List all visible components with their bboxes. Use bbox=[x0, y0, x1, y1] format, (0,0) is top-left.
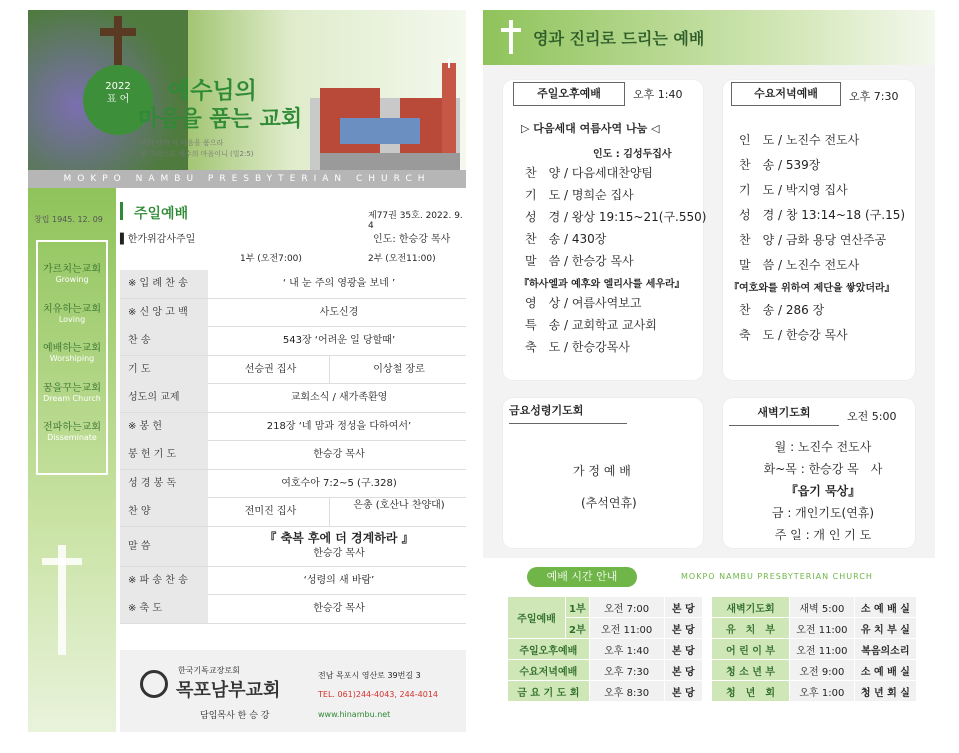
order-row: 찬 양 전미진 집사 은총 (호산나 찬양대) bbox=[120, 498, 466, 527]
schedule-guide-pill: 예배 시간 안내 bbox=[527, 567, 637, 587]
worship-title: 영과 진리로 드리는 예배 bbox=[533, 29, 705, 48]
phone: TEL. 061)244-4043, 244-4014 bbox=[318, 690, 438, 699]
wednesday-sermon: 『여호와를 위하여 제단을 쌓았더라』 bbox=[729, 283, 895, 294]
order-row: 성도의 교제 교회소식 / 새가족환영 bbox=[120, 384, 466, 413]
sidebar-item-worshiping: 예배하는교회 Worshiping bbox=[43, 343, 101, 363]
sermon-title: 『 축복 후에 더 경계하라 』 bbox=[264, 530, 414, 545]
sidebar-item-dream: 꿈을꾸는교회 Dream Church bbox=[43, 383, 101, 403]
cross-icon bbox=[114, 16, 122, 66]
wednesday-tab: 수요저녁예배 bbox=[731, 82, 841, 106]
table-row: 주일예배 1부 오전 7:00 본 당 bbox=[508, 597, 703, 618]
occasion: ▌한가위감사주일 bbox=[120, 234, 196, 245]
order-row: 봉 헌 기 도 한승강 목사 bbox=[120, 441, 466, 470]
denomination: 한국기독교장로회 bbox=[178, 666, 240, 675]
sunday-afternoon-sermon: 『하사엘과 예후와 엘리사를 세우라』 bbox=[519, 279, 685, 290]
sunday-afternoon-leader: 인도 : 김성두집사 bbox=[593, 149, 672, 160]
church-name: 목포남부교회 bbox=[176, 680, 281, 701]
order-row: 말 씀 『 축복 후에 더 경계하라 』 한승강 목사 bbox=[120, 527, 466, 567]
motto-verse: 너희 안에 이 마음을 품으라 곧 그리스도 예수의 마음이니 (빌2:5) bbox=[140, 139, 254, 158]
founding-date: 창립 1945. 12. 09 bbox=[34, 215, 103, 224]
table-row: 청 년 회 오후 1:00 청 년 회 실 bbox=[712, 681, 917, 702]
order-row: ※ 파 송 찬 송 ‘성령의 새 바람’ bbox=[120, 567, 466, 596]
bulletin-front bbox=[28, 10, 466, 732]
worship-header bbox=[483, 10, 935, 65]
bulletin-inside: 영과 진리로 드리는 예배 주일오후예배 오후 1:40 ▷ 다음세대 여름사역 나눔 ◁ 인도 : 김성두집사 찬 양 / 다음세대찬양팀 기 도 / 명희순 집사 성 경 / 왕상 19:15~21(구.550) 찬 송 / 430장 말 씀 / 한승강 목사 『하사엘과 예후와 엘리사를 세우라』 영 상 / 여름사역보고 특 송 / 교회학교 교사회 축 도 / 한승강목사 수요저녁예배 오후 7:30 인 도 / 노진수 전도사 찬 송 / 539장 기 도 / 박지영 집사 성 경 / 창 13:14~18 (구.15) 찬 양 / 금화 용당 연산주공 말 씀 / 노진수 전도사 『여호와를 위하여 제단을 쌓았더라』 찬 송 / 286 장 축 도 / 한승강 목사 금요성령기도회 가 정 예 배 (추석연휴) 새벽기도회 오전 5:00 월 : 노진수 전도사 화~목 : 한승강 목 사 『읍기 묵상』 금 : 개인기도(연휴) 주 일 : 개 인 기 도 예배 시간 안내 MOKPO NAMBU PRESBYTERIAN CHURCH 주일예배 1부 오전 7:00 본 당 2부 오전 11:00 본 당 주일오후예배 오후 1:40 본 당 수요저녁예배 오후 7:30 본 당 금 요 기 도 회 오후 8:30 본 당 새벽기도회 새벽 5:00 소 예 배 실 유 치 부 오전 11:00 유 치 부 실 어 린 이 부 오전 11:00 복음의소리 청 소 년 부 오전 9:00 소 예 배 실 청 년 회 오후 1:00 청 년 회 실 bbox=[483, 10, 935, 732]
sidebar-item-loving: 치유하는교회 Loving bbox=[43, 304, 101, 324]
schedule-guide-english: MOKPO NAMBU PRESBYTERIAN CHURCH bbox=[681, 572, 873, 581]
table-row: 새벽기도회 새벽 5:00 소 예 배 실 bbox=[712, 597, 917, 618]
order-row: ※ 봉 헌 218장 ‘네 맘과 정성을 다하여서’ bbox=[120, 413, 466, 442]
cross-icon bbox=[509, 20, 513, 54]
year-text: 2022 bbox=[105, 81, 131, 92]
sunday-afternoon-order: 찬 양 / 다음세대찬양팀 기 도 / 명희순 집사 성 경 / 왕상 19:15~21(구.550) 찬 송 / 430장 말 씀 / 한승강 목사 bbox=[525, 166, 707, 268]
motto-line-1: 예수님의 bbox=[168, 78, 257, 104]
sidebar-item-growing: 가르치는교회 Growing bbox=[43, 264, 101, 284]
service-2-time: 2부 (오전11:00) bbox=[368, 254, 436, 264]
schedule-table-right bbox=[711, 596, 917, 702]
friday-line-1: 가 정 예 배 bbox=[573, 464, 631, 478]
sidebar-item-disseminate: 전파하는교회 Disseminate bbox=[43, 422, 101, 442]
dawn-time: 오전 5:00 bbox=[847, 410, 897, 423]
pastor: 담임목사 한 승 강 bbox=[200, 711, 270, 721]
friday-tab: 금요성령기도회 bbox=[509, 400, 627, 424]
order-row: 기 도 선승권 집사 이상철 장로 bbox=[120, 356, 466, 385]
order-row: 찬 송 543장 ‘어려운 일 당할때’ bbox=[120, 327, 466, 356]
sunday-afternoon-tab: 주일오후예배 bbox=[513, 82, 625, 106]
table-row: 2부 오전 11:00 본 당 bbox=[508, 618, 703, 639]
sidebar bbox=[28, 188, 116, 732]
church-building-image bbox=[310, 58, 460, 170]
table-row: 어 린 이 부 오전 11:00 복음의소리 bbox=[712, 639, 917, 660]
church-logo-icon bbox=[140, 670, 168, 698]
dawn-schedule: 월 : 노진수 전도사 화~목 : 한승강 목 사 『읍기 묵상』 금 : 개인기도(연휴) 주 일 : 개 인 기 도 bbox=[763, 440, 883, 542]
service-1-time: 1부 (오전7:00) bbox=[240, 254, 302, 264]
motto-line-2: 마음을 품는 교회 bbox=[138, 107, 303, 132]
schedule-table-left bbox=[507, 596, 703, 702]
service-leader: 인도: 한승강 목사 bbox=[373, 234, 451, 245]
church-english-strip: MOKPO NAMBU PRESBYTERIAN CHURCH bbox=[28, 170, 466, 188]
address: 전남 목포시 영산로 39번길 3 bbox=[318, 671, 421, 680]
sunday-afternoon-heading: ▷ 다음세대 여름사역 나눔 ◁ bbox=[521, 122, 660, 135]
website-link[interactable]: www.hinambu.net bbox=[318, 710, 391, 719]
order-of-worship bbox=[120, 270, 466, 624]
table-row: 유 치 부 오전 11:00 유 치 부 실 bbox=[712, 618, 917, 639]
dawn-tab: 새벽기도회 bbox=[729, 402, 839, 426]
service-title: 주일예배 bbox=[134, 206, 189, 222]
header-banner bbox=[28, 10, 466, 170]
volume-date: 제77권 35호. 2022. 9. 4 bbox=[368, 211, 463, 231]
table-row: 청 소 년 부 오전 9:00 소 예 배 실 bbox=[712, 660, 917, 681]
order-row: ※ 축 도 한승강 목사 bbox=[120, 595, 466, 624]
order-row: 성 경 봉 독 여호수아 7:2~5 (구.328) bbox=[120, 470, 466, 499]
wednesday-time: 오후 7:30 bbox=[849, 90, 899, 103]
year-label: 표 어 bbox=[106, 94, 130, 105]
friday-line-2: (추석연휴) bbox=[581, 496, 637, 510]
table-row: 금 요 기 도 회 오후 8:30 본 당 bbox=[508, 681, 703, 702]
order-row: ※ 신 앙 고 백 사도신경 bbox=[120, 299, 466, 328]
order-row: ※ 입 례 찬 송 ‘ 내 눈 주의 영광을 보네 ’ bbox=[120, 270, 466, 299]
table-row: 수요저녁예배 오후 7:30 본 당 bbox=[508, 660, 703, 681]
table-row: 주일오후예배 오후 1:40 본 당 bbox=[508, 639, 703, 660]
sunday-afternoon-time: 오후 1:40 bbox=[633, 88, 683, 101]
wednesday-order: 인 도 / 노진수 전도사 찬 송 / 539장 기 도 / 박지영 집사 성 경 / 창 13:14~18 (구.15) 찬 양 / 금화 용당 연산주공 말 씀 / 노진수 전도사 bbox=[739, 133, 906, 272]
